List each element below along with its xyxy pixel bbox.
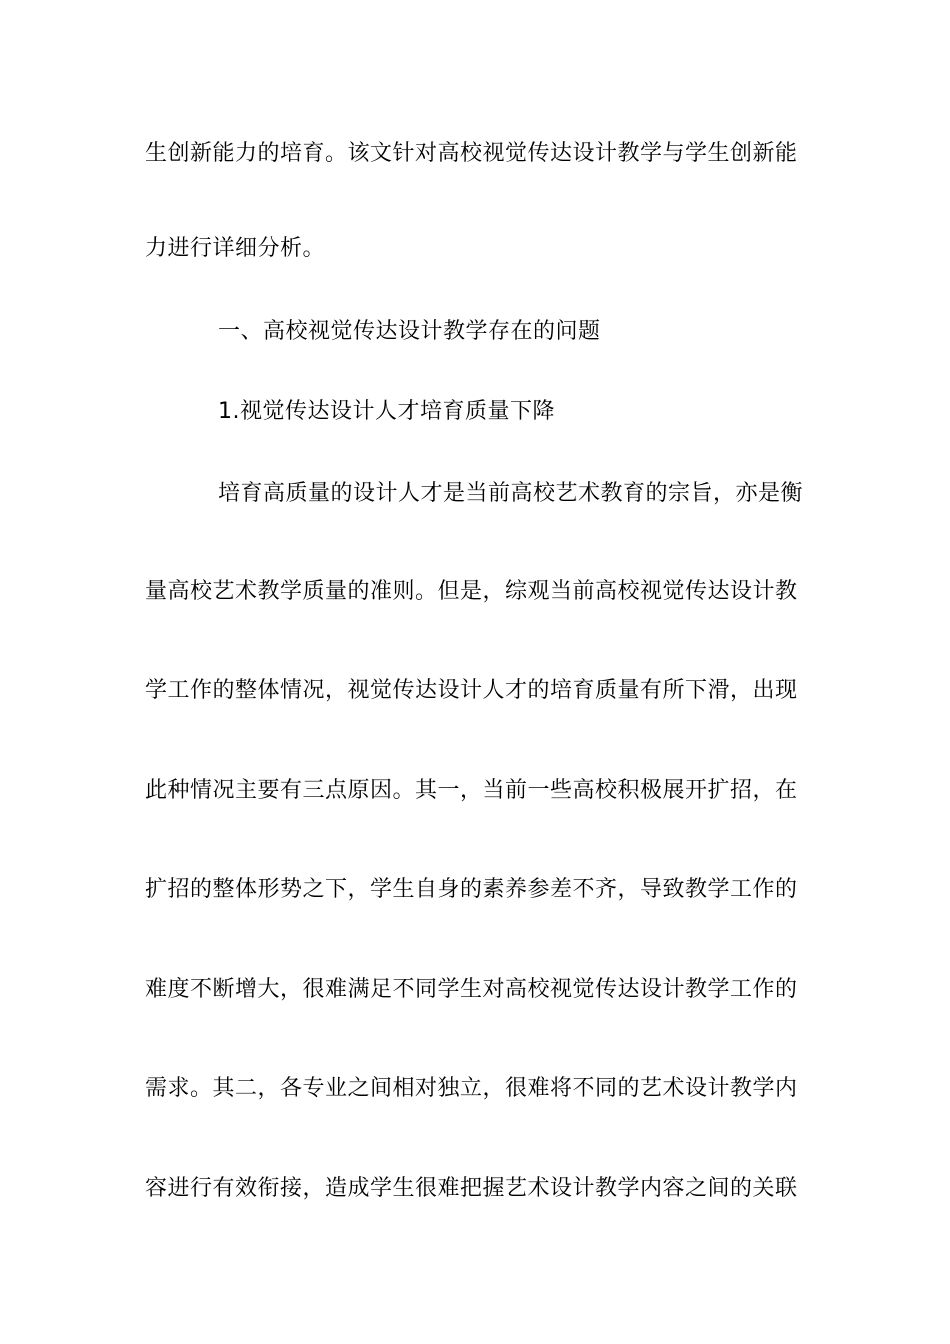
paragraph-line: 培育高质量的设计人才是当前高校艺术教育的宗旨，亦是衡 <box>218 481 804 506</box>
paragraph-line: 学工作的整体情况，视觉传达设计人才的培育质量有所下滑，出现 <box>145 678 798 703</box>
paragraph-line: 力进行详细分析。 <box>145 236 326 261</box>
paragraph-line: 生创新能力的培育。该文针对高校视觉传达设计教学与学生创新能 <box>145 141 798 166</box>
paragraph-line: 容进行有效衔接，造成学生很难把握艺术设计教学内容之间的关联 <box>145 1176 798 1201</box>
paragraph-line: 需求。其二，各专业之间相对独立，很难将不同的艺术设计教学内 <box>145 1076 798 1101</box>
subsection-heading: 1.视觉传达设计人才培育质量下降 <box>218 399 555 424</box>
paragraph-line: 扩招的整体形势之下，学生自身的素养参差不齐，导致教学工作的 <box>145 877 798 902</box>
paragraph-line: 量高校艺术教学质量的准则。但是，综观当前高校视觉传达设计教 <box>145 579 798 604</box>
paragraph-line: 难度不断增大，很难满足不同学生对高校视觉传达设计教学工作的 <box>145 977 798 1002</box>
paragraph-line: 此种情况主要有三点原因。其一，当前一些高校积极展开扩招，在 <box>145 778 798 803</box>
section-heading: 一、高校视觉传达设计教学存在的问题 <box>218 319 601 344</box>
